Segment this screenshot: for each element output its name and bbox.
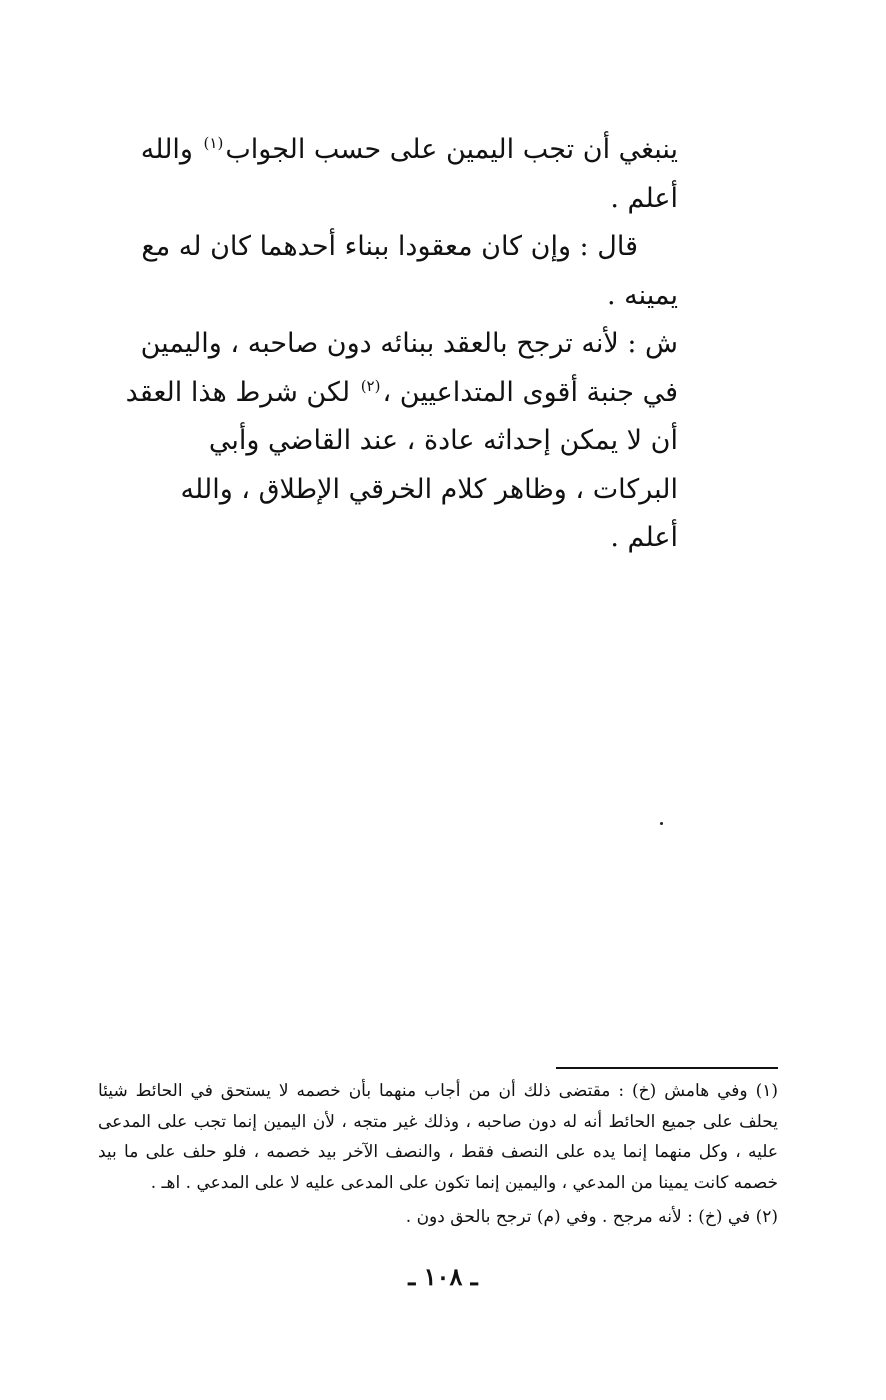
- paragraph-3-ending: لكن شرط هذا العقد أن لا يمكن إحداثه عادة ، عند القاضي وأبي البركات ، وظاهر كلام الخرقي الإطلاق ، والله أعلم .: [125, 376, 678, 553]
- footnote-1: (١) وفي هامش (خ) : مقتضى ذلك أن من أجاب منهما بأن خصمه لا يستحق في الحائط شيئا يحلف على جميع الحائط أنه له دون صاحبه ، وذلك غير متجه ، لأن اليمين إنما تجب على المدعى عليه ، وكل منهما إنما يده على النصف فقط ، والنصف الآخر بيد خصمه ، فلو حلف على ما بيد خصمه كانت يمينا من المدعي ، واليمين إنما تكون على المدعى عليه لا على المدعي . اهـ .: [98, 1081, 779, 1193]
- paragraph-3: [123, 320, 678, 563]
- main-text: [123, 126, 678, 563]
- paragraph-1-ending: والله أعلم .: [140, 134, 678, 214]
- footnote-ref-2[interactable]: (٢): [360, 376, 381, 395]
- paragraph-2: قال : وإن كان معقودا ببناء أحدهما كان له مع يمينه .: [141, 231, 678, 311]
- footnotes: [98, 1076, 778, 1233]
- paragraph-3-text: ش : لأنه ترجح بالعقد ببنائه دون صاحبه ، واليمين في جنبة أقوى المتداعيين ،: [140, 328, 678, 408]
- page-number: ـ ١٠٨ ـ: [408, 1262, 478, 1291]
- stray-dot: [660, 822, 663, 825]
- footnote-2: (٢) في (خ) : لأنه مرجح . وفي (م) ترجح بالحق دون .: [405, 1207, 778, 1227]
- footnote-separator: [556, 1067, 778, 1069]
- paragraph-1: [123, 126, 678, 223]
- paragraph-1-text: ينبغي أن تجب اليمين على حسب الجواب: [225, 134, 678, 165]
- footnote-ref-1[interactable]: (١): [203, 134, 224, 152]
